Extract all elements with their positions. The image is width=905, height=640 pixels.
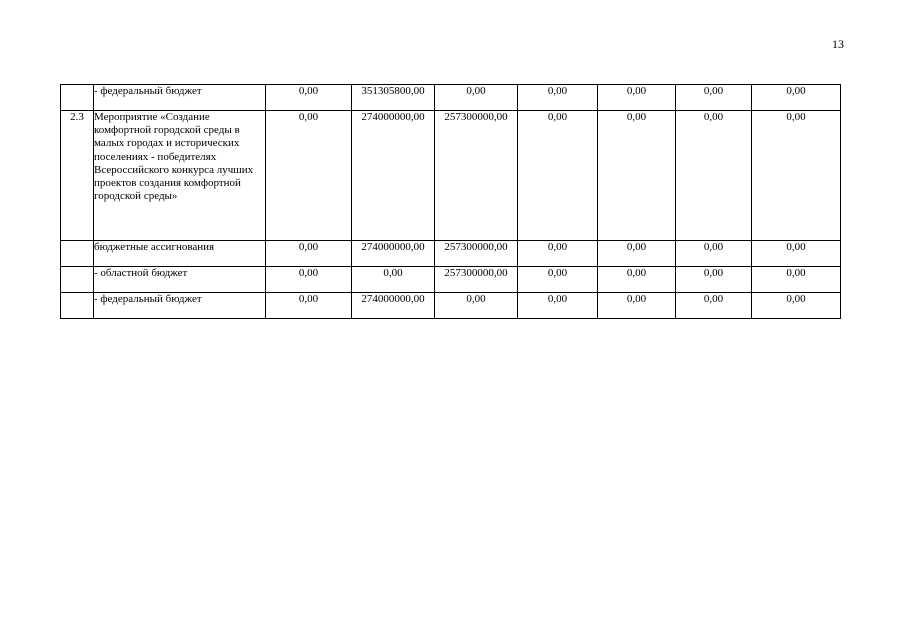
row-number [61, 267, 94, 293]
budget-table [60, 84, 841, 319]
value-cell: 0,00 [752, 241, 841, 267]
value-cell: 257300000,00 [435, 267, 518, 293]
value-cell: 0,00 [752, 267, 841, 293]
value-cell: 274000000,00 [352, 111, 435, 241]
value-cell: 0,00 [598, 241, 676, 267]
value-cell: 257300000,00 [435, 241, 518, 267]
value-cell: 0,00 [598, 111, 676, 241]
value-cell: 0,00 [752, 85, 841, 111]
value-cell: 0,00 [676, 267, 752, 293]
row-name: Мероприятие «Создание комфортной городской среды в малых городах и исторических поселениях - победителях Всероссийского конкурса лучших проектов создания комфортной городской среды» [94, 111, 266, 241]
row-number [61, 293, 94, 319]
value-cell: 274000000,00 [352, 241, 435, 267]
value-cell: 0,00 [598, 85, 676, 111]
row-number: 2.3 [61, 111, 94, 241]
value-cell: 0,00 [266, 85, 352, 111]
value-cell: 0,00 [598, 293, 676, 319]
table-row [61, 293, 841, 319]
page-number: 13 [832, 37, 844, 51]
value-cell: 0,00 [752, 111, 841, 241]
row-name: - федеральный бюджет [94, 293, 266, 319]
table-row [61, 241, 841, 267]
value-cell: 0,00 [676, 111, 752, 241]
table-row [61, 267, 841, 293]
row-name: - областной бюджет [94, 267, 266, 293]
value-cell: 0,00 [676, 85, 752, 111]
row-name: бюджетные ассигнования [94, 241, 266, 267]
value-cell: 0,00 [435, 85, 518, 111]
value-cell: 0,00 [752, 293, 841, 319]
table-row [61, 111, 841, 241]
value-cell: 351305800,00 [352, 85, 435, 111]
value-cell: 0,00 [676, 293, 752, 319]
value-cell: 0,00 [352, 267, 435, 293]
value-cell: 0,00 [266, 111, 352, 241]
row-name: - федеральный бюджет [94, 85, 266, 111]
row-number [61, 85, 94, 111]
value-cell: 0,00 [676, 241, 752, 267]
table-row [61, 85, 841, 111]
value-cell: 0,00 [518, 111, 598, 241]
value-cell: 0,00 [266, 241, 352, 267]
value-cell: 0,00 [518, 293, 598, 319]
row-number [61, 241, 94, 267]
value-cell: 274000000,00 [352, 293, 435, 319]
value-cell: 257300000,00 [435, 111, 518, 241]
value-cell: 0,00 [518, 267, 598, 293]
value-cell: 0,00 [598, 267, 676, 293]
value-cell: 0,00 [266, 267, 352, 293]
value-cell: 0,00 [518, 241, 598, 267]
value-cell: 0,00 [435, 293, 518, 319]
value-cell: 0,00 [518, 85, 598, 111]
value-cell: 0,00 [266, 293, 352, 319]
